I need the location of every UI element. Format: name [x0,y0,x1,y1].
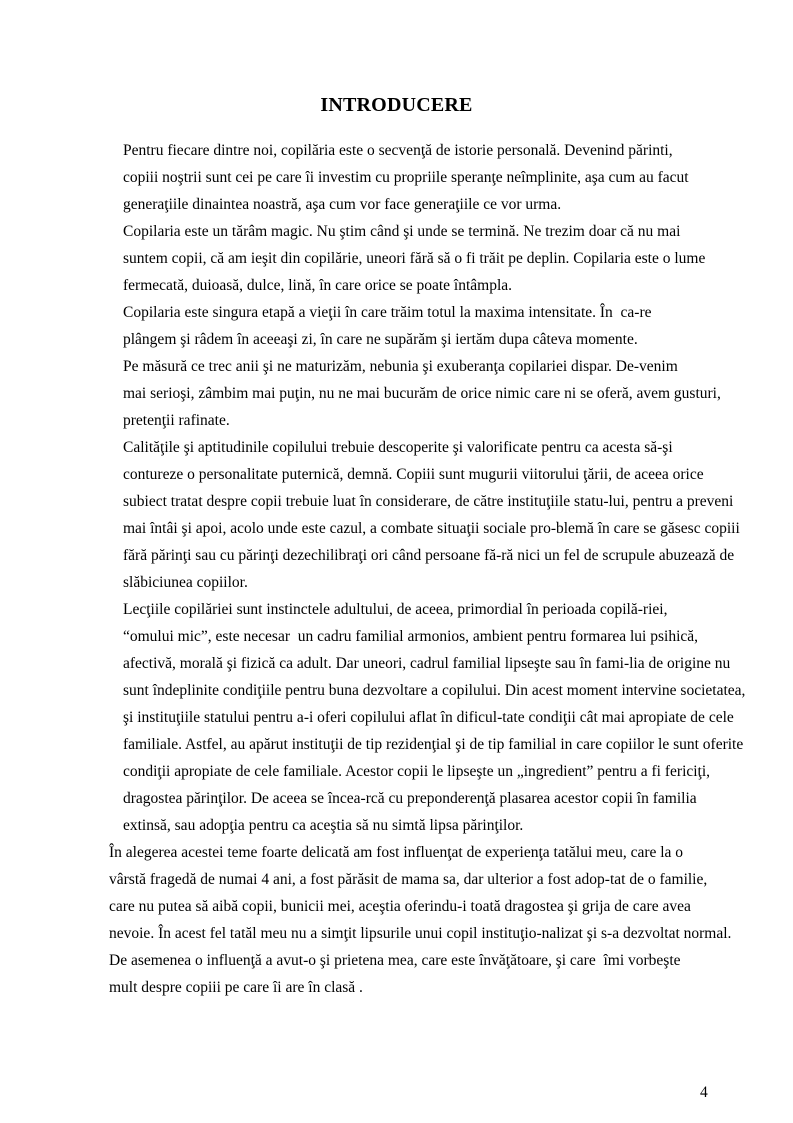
text-line: subiect tratat despre copii trebuie luat în considerare, de către instituţiile statu-lui, pentru a preveni [123,493,734,510]
text-line: plângem şi râdem în aceeaşi zi, în care ne supărăm şi iertăm dupa câteva momente. [123,331,638,348]
text-line: Copilaria este un tărâm magic. Nu ştim când şi unde se termină. Ne trezim doar că nu mai [123,223,681,240]
text-line: vârstă fragedă de numai 4 ani, a fost părăsit de mama sa, dar ulterior a fost adop-tat de o familie, [109,871,708,888]
text-line: contureze o personalitate puternică, demnă. Copiii sunt mugurii viitorului ţării, de aceea orice [123,466,704,483]
paragraph [75,137,719,218]
text-line: fără părinţi sau cu părinţi dezechilibraţi ori când persoane fă-ră nici un fel de scrupule abuzează de [123,547,735,564]
text-line: şi instituţiile statului pentru a-i oferi copilului aflat în dificul-tate condiţii cât mai apropiate de cele [123,709,734,726]
paragraph [75,596,746,839]
paragraph [75,839,732,947]
text-line: “omului mic”, este necesar un cadru familial armonios, ambient pentru formarea lui psihică, [123,628,699,645]
text-line: nevoie. În acest fel tatăl meu nu a simţit lipsurile unui copil instituţio-nalizat şi s-a dezvoltat normal. [109,925,732,942]
paragraph [75,434,740,596]
text-line: generaţiile dinaintea noastră, aşa cum vor face generaţiile ce vor urma. [123,196,562,213]
paragraph [75,947,719,1001]
text-line: În alegerea acestei teme foarte delicată am fost influenţat de experienţa tatălui meu, care la o [109,844,684,861]
text-line: suntem copii, că am ieşit din copilărie, uneori fără să o fi trăit pe deplin. Copilaria este o lume [123,250,706,267]
text-line: familiale. Astfel, au apărut instituţii de tip rezidenţial şi de tip familial in care copiilor le sunt oferite [123,736,744,753]
document-body [75,137,746,1001]
text-line: afectivă, morală şi fizică ca adult. Dar uneori, cadrul familial lipseşte sau în fami-lia de origine nu [123,655,731,672]
text-line: fermecată, duioasă, dulce, lină, în care orice se poate întâmpla. [123,277,513,294]
text-line: slăbiciunea copiilor. [123,574,248,591]
text-line: De asemenea o influenţă a avut-o şi prietena mea, care este învăţătoare, şi care îmi vorbeşte [109,952,681,969]
text-line: Pe măsură ce trec anii şi ne maturizăm, nebunia şi exuberanţa copilariei dispar. De-venim [123,358,678,375]
paragraph [75,299,719,353]
text-line: care nu putea să aibă copii, bunicii mei, aceştia oferindu-i toată dragostea şi grija de care avea [109,898,691,915]
text-line: extinsă, sau adopţia pentru ca aceştia să nu simtă lipsa părinţilor. [123,817,524,834]
text-line: condiţii apropiate de cele familiale. Acestor copii le lipseşte un „ingredient” pentru a fi fericiţi, [123,763,711,780]
text-line: mai serioşi, zâmbim mai puţin, nu ne mai bucurăm de orice nimic care ni se oferă, avem gusturi, [123,385,721,402]
text-line: Calităţile şi aptitudinile copilului trebuie descoperite şi valorificate pentru ca acesta să-şi [123,439,673,456]
text-line: Copilaria este singura etapă a vieţii în care trăim totul la maxima intensitate. În ca-re [123,304,652,321]
text-line: Lecţiile copilăriei sunt instinctele adultului, de aceea, primordial în perioada copilă-riei, [123,601,668,618]
document-title: INTRODUCERE [320,94,473,116]
text-line: Pentru fiecare dintre noi, copilăria este o secvenţă de istorie personală. Devenind părinti, [123,142,673,159]
text-line: mult despre copiii pe care îi are în clasă . [109,979,363,996]
text-line: mai întâi şi apoi, acolo unde este cazul, a combate situaţii sociale pro-blemă în care se găsesc copiii [123,520,740,537]
text-line: copiii noştrii sunt cei pe care îi investim cu propriile speranţe neîmplinite, aşa cum au facut [123,169,689,186]
text-line: dragostea părinţilor. De aceea se încea-rcă cu preponderenţă plasarea acestor copii în familia [123,790,697,807]
text-line: pretenţii rafinate. [123,412,230,429]
paragraph [75,353,719,434]
paragraph [75,218,719,299]
text-line: sunt îndeplinite condiţiile pentru buna dezvoltare a copilului. Din acest moment intervine societatea, [123,682,746,699]
page-number: 4 [700,1084,708,1101]
